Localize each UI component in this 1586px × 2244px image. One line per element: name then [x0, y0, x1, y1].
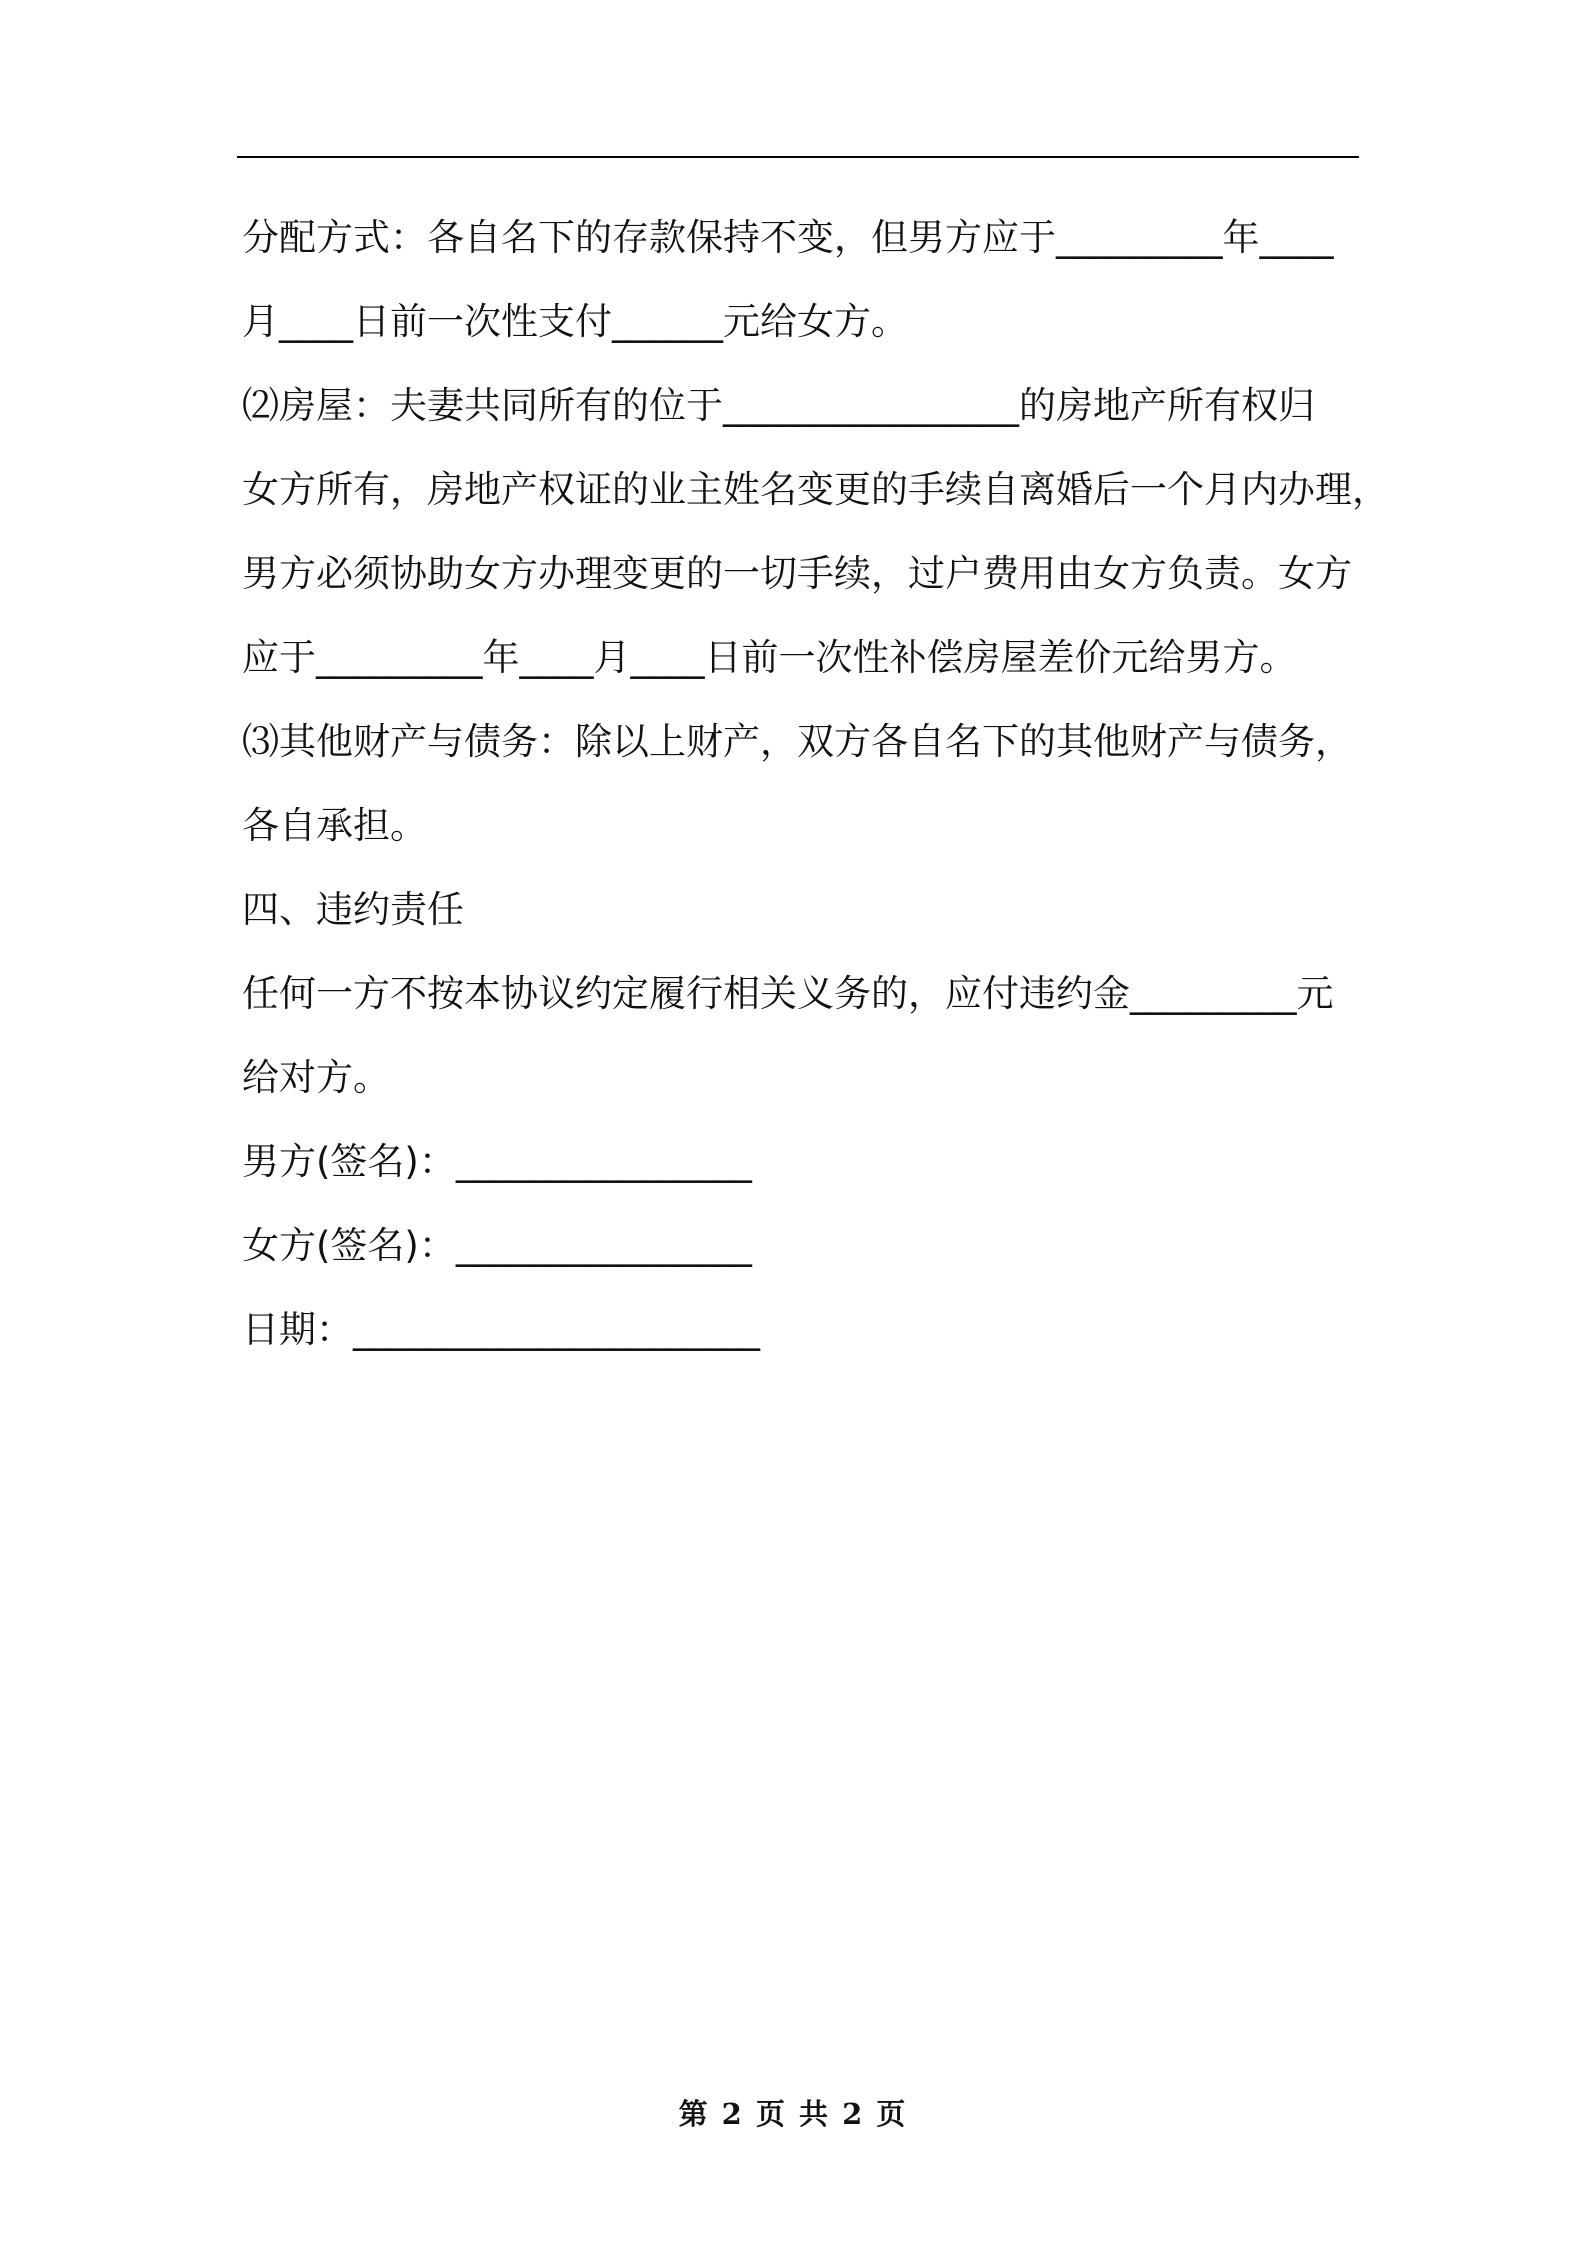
text-line: 女方所有，房地产权证的业主姓名变更的手续自离婚后一个月内办理， — [242, 468, 1389, 511]
text-line: 应于_________年____月____日前一次性补偿房屋差价元给男方。 — [242, 636, 1297, 679]
header-rule — [237, 156, 1359, 158]
page-number: 第 2 页 共 2 页 — [678, 2097, 908, 2131]
text-line: 任何一方不按本协议约定履行相关义务的，应付违约金_________元 — [242, 972, 1334, 1015]
female-signature-line: 女方(签名)：________________ — [242, 1224, 752, 1267]
section-heading: 四、违约责任 — [242, 888, 464, 931]
date-line: 日期：______________________ — [242, 1308, 760, 1351]
text-line: ⑵房屋：夫妻共同所有的位于________________的房地产所有权归 — [242, 384, 1315, 427]
text-line: 月____日前一次性支付______元给女方。 — [242, 300, 908, 343]
text-line: 男方必须协助女方办理变更的一切手续，过户费用由女方负责。女方 — [242, 552, 1352, 595]
text-line: ⑶其他财产与债务：除以上财产，双方各自名下的其他财产与债务， — [242, 720, 1352, 763]
text-line: 分配方式：各自名下的存款保持不变，但男方应于_________年____ — [242, 216, 1334, 259]
text-line: 各自承担。 — [242, 804, 427, 847]
male-signature-line: 男方(签名)：________________ — [242, 1140, 752, 1183]
document-body — [242, 196, 1389, 1372]
text-line: 给对方。 — [242, 1056, 390, 1099]
